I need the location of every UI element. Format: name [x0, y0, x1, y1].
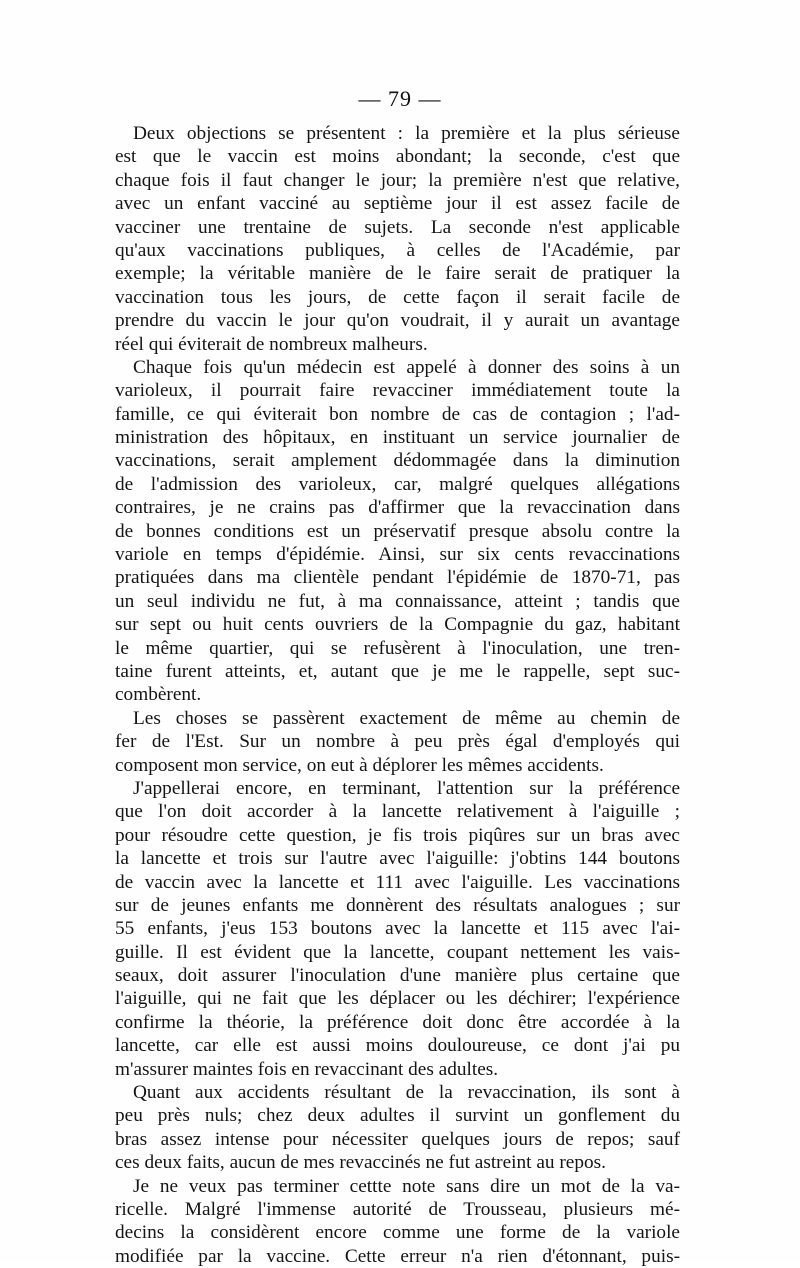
text-line: Chaque fois qu'un médecin est appelé à donner des soins à un [133, 356, 680, 378]
text-line: composent mon service, on eut à déplorer les mêmes accidents. [115, 754, 604, 776]
text-line: ricelle. Malgré l'immense autorité de Trousseau, plusieurs mé- [115, 1198, 680, 1220]
text-line: avec un enfant vacciné au septième jour il est assez facile de [115, 193, 680, 215]
text-line: ministration des hôpitaux, en instituant un service journalier de [115, 427, 680, 449]
text-line: Les choses se passèrent exactement de même au chemin de [133, 707, 680, 729]
text-line: lancette, car elle est aussi moins douloureuse, ce dont j'ai pu [115, 1035, 680, 1057]
text-line: varioleux, il pourrait faire revacciner immédiatement toute la [115, 380, 680, 402]
text-line: seaux, doit assurer l'inoculation d'une manière plus certaine que [115, 965, 680, 987]
text-line: sur de jeunes enfants me donnèrent des résultats analogues ; sur [115, 894, 680, 916]
text-line: fer de l'Est. Sur un nombre à peu près égal d'employés qui [115, 731, 680, 753]
text-line: m'assurer maintes fois en revaccinant des adultes. [115, 1058, 499, 1080]
text-line: qu'aux vaccinations publiques, à celles de l'Académie, par [115, 239, 680, 261]
text-line: exemple; la véritable manière de le faire serait de pratiquer la [115, 263, 680, 285]
text-line: l'aiguille, qui ne fait que les déplacer ou les déchirer; l'expérience [115, 988, 680, 1010]
text-line: la lancette et trois sur l'autre avec l'aiguille: j'obtins 144 boutons [115, 848, 680, 870]
text-line: le même quartier, qui se refusèrent à l'inoculation, une tren- [115, 637, 680, 659]
text-line: 55 enfants, j'eus 153 boutons avec la lancette et 115 avec l'ai- [115, 918, 680, 940]
text-line: est que le vaccin est moins abondant; la seconde, c'est que [115, 146, 680, 168]
text-line: famille, ce qui éviterait bon nombre de cas de contagion ; l'ad- [115, 403, 680, 425]
text-line: prendre du vaccin le jour qu'on voudrait, il y aurait un avantage [115, 310, 680, 332]
text-line: guille. Il est évident que la lancette, coupant nettement les vais- [115, 941, 680, 963]
text-line: vaccinations, serait amplement dédommagée dans la diminution [115, 450, 680, 472]
text-line: J'appellerai encore, en terminant, l'attention sur la préférence [133, 777, 680, 799]
text-line: de l'admission des varioleux, car, malgré quelques allégations [115, 473, 680, 495]
text-line: pour résoudre cette question, je fis trois piqûres sur un bras avec [115, 824, 680, 846]
text-line: confirme la théorie, la préférence doit donc être accordée à la [115, 1011, 680, 1033]
text-line: Quant aux accidents résultant de la revaccination, ils sont à [133, 1082, 680, 1104]
text-line: peu près nuls; chez deux adultes il survint un gonflement du [115, 1105, 680, 1127]
text-line: de bonnes conditions est un préservatif presque absolu contre la [115, 520, 680, 542]
text-line: Deux objections se présentent : la première et la plus sérieuse [133, 123, 680, 144]
text-line: bras assez intense pour nécessiter quelques jours de repos; sauf [115, 1128, 680, 1150]
text-line: sur sept ou huit cents ouvriers de la Compagnie du gaz, habitant [115, 614, 680, 636]
text-line: combèrent. [115, 684, 202, 706]
text-line: un seul individu ne fut, à ma connaissance, atteint ; tandis que [115, 590, 680, 612]
text-line: chaque fois il faut changer le jour; la première n'est que relative, [115, 169, 680, 191]
text-line: de vaccin avec la lancette et 111 avec l'aiguille. Les vaccinations [115, 871, 680, 893]
text-line: modifiée par la vaccine. Cette erreur n'a rien d'étonnant, puis- [115, 1245, 680, 1267]
text-line: decins la considèrent encore comme une forme de la variole [115, 1222, 680, 1244]
text-line: vaccination tous les jours, de cette façon il serait facile de [115, 286, 680, 308]
text-line: Je ne veux pas terminer cettte note sans dire un mot de la va- [133, 1175, 680, 1197]
text-line: variole en temps d'épidémie. Ainsi, sur six cents revaccinations [115, 544, 680, 566]
text-line: vacciner une trentaine de sujets. La seconde n'est applicable [115, 216, 680, 238]
text-line: que l'on doit accorder à la lancette relativement à l'aiguille ; [115, 801, 680, 823]
text-line: ces deux faits, aucun de mes revaccinés ne fut astreint au repos. [115, 1152, 606, 1174]
text-line: pratiquées dans ma clientèle pendant l'épidémie de 1870-71, pas [115, 567, 680, 589]
text-line: taine furent atteints, et, autant que je me le rappelle, sept suc- [115, 660, 680, 682]
text-line: contraires, je ne crains pas d'affirmer que la revaccination dans [115, 497, 680, 519]
page-number: — 79 — [358, 86, 442, 111]
body-text [115, 122, 680, 1268]
text-line: réel qui éviterait de nombreux malheurs. [115, 333, 428, 355]
